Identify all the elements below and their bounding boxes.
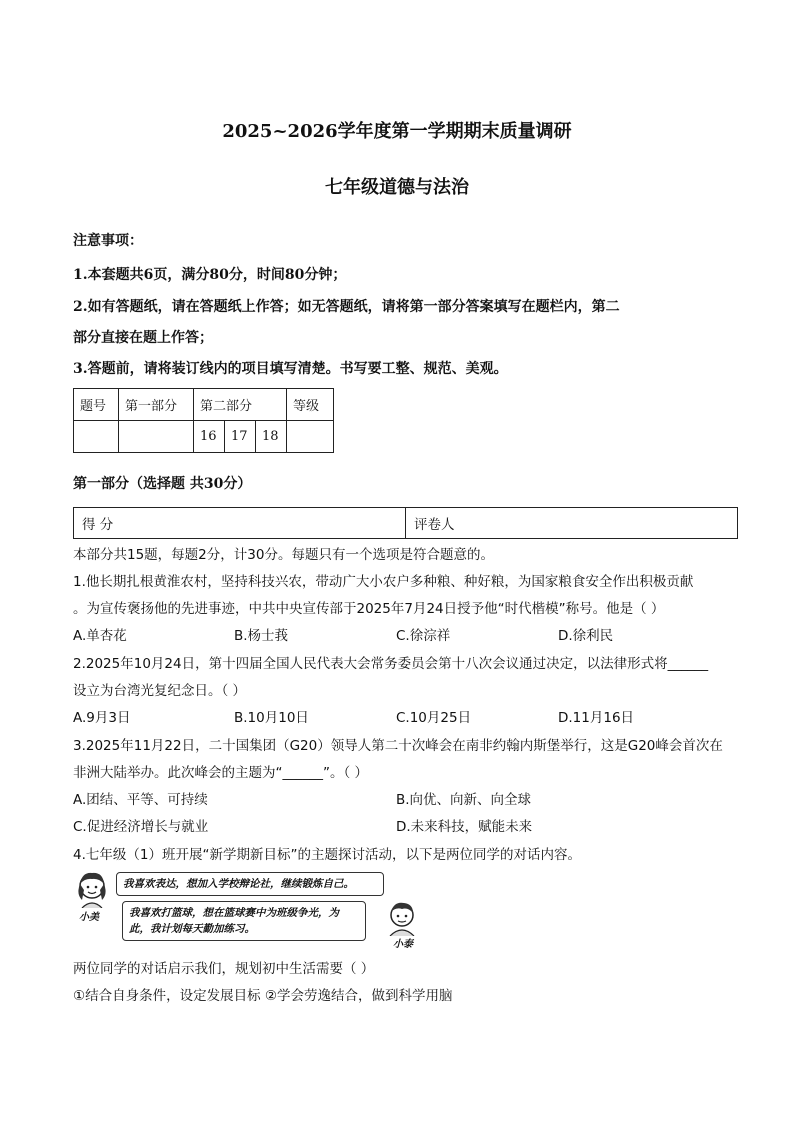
part1-instruction: 本部分共15题，每题2分，计30分。每题只有一个选项是符合题意的。: [73, 547, 494, 563]
table-header: 题号: [74, 389, 119, 421]
grade-box: [73, 507, 738, 539]
option-a[interactable]: A.9月3日: [73, 710, 131, 726]
question-2-stem: 设立为台湾光复纪念日。（ ）: [73, 683, 247, 699]
speech-bubble: 我喜欢表达，想加入学校辩论社，继续锻炼自己。: [116, 872, 384, 896]
question-3-stem: 3.2025年11月22日，二十国集团（G20）领导人第二十次峰会在南非约翰内斯堡举行，这是G20峰会首次在: [73, 738, 723, 754]
notice-heading: 注意事项：: [73, 233, 143, 249]
option-c[interactable]: C.徐淙祥: [396, 628, 451, 644]
option-b[interactable]: B.杨士莪: [234, 628, 289, 644]
speech-bubble: 我喜欢打篮球，想在篮球赛中为班级争光，为此，我计划每天勤加练习。: [122, 901, 366, 941]
question-4-prompt: 两位同学的对话启示我们，规划初中生活需要（ ）: [73, 961, 375, 977]
option-a[interactable]: A.单杏花: [73, 628, 127, 644]
table-row: [74, 389, 334, 421]
question-4-choices: ①结合自身条件，设定发展目标 ②学会劳逸结合，做到科学用脑: [73, 988, 453, 1004]
score-table: [73, 388, 334, 453]
question-1-stem: 1.他长期扎根黄淮农村，坚持科技兴农，带动广大小农户多种粮、种好粮，为国家粮食安全作出积极贡献: [73, 574, 694, 590]
notice-item: 1.本套题共6页，满分80分，时间80分钟；: [73, 267, 347, 283]
option-b[interactable]: B.向优、向新、向全球: [396, 792, 532, 808]
dialog-speaker-name: 小美: [79, 912, 99, 923]
table-header: 第一部分: [119, 389, 194, 421]
part1-heading: 第一部分（选择题 共30分）: [73, 476, 252, 492]
reviewer-label[interactable]: 评卷人: [405, 508, 737, 538]
option-b[interactable]: B.10月10日: [234, 710, 309, 726]
dialog-speaker-name: 小泰: [393, 939, 413, 950]
table-cell: 16: [194, 421, 225, 453]
grade-label[interactable]: 得 分: [82, 517, 114, 533]
option-c[interactable]: C.促进经济增长与就业: [73, 819, 209, 835]
option-d[interactable]: D.未来科技，赋能未来: [396, 819, 533, 835]
notice-item: 2.如有答题纸，请在答题纸上作答；如无答题纸，请将第一部分答案填写在题栏内，第二: [73, 299, 620, 315]
table-cell: 17: [225, 421, 256, 453]
table-row: [74, 421, 334, 453]
girl-avatar-icon: [72, 868, 112, 908]
table-header: 等级: [287, 389, 334, 421]
option-a[interactable]: A.团结、平等、可持续: [73, 792, 208, 808]
score-cell[interactable]: [74, 421, 119, 453]
question-2-stem: 2.2025年10月24日，第十四届全国人民代表大会常务委员会第十八次会议通过决定，以法律形式将______: [73, 656, 709, 672]
table-header: 第二部分: [194, 389, 287, 421]
notice-item: 3.答题前，请将装订线内的项目填写清楚。书写要工整、规范、美观。: [73, 361, 508, 377]
option-c[interactable]: C.10月25日: [396, 710, 472, 726]
question-3-stem: 非洲大陆举办。此次峰会的主题为“______”。（ ）: [73, 765, 369, 781]
option-d[interactable]: D.11月16日: [558, 710, 635, 726]
exam-title: 2025~2026学年度第一学期期末质量调研: [222, 121, 572, 142]
notice-item: 部分直接在题上作答；: [73, 330, 213, 346]
score-cell[interactable]: [119, 421, 194, 453]
exam-subtitle: 七年级道德与法治: [325, 177, 469, 198]
question-4-stem: 4.七年级（1）班开展“新学期新目标”的主题探讨活动，以下是两位同学的对话内容。: [73, 847, 581, 863]
boy-avatar-icon: [382, 898, 422, 936]
question-1-stem: 。为宣传褒扬他的先进事迹，中共中央宣传部于2025年7月24日授予他“时代楷模”称号。他是（ ）: [73, 601, 665, 617]
option-d[interactable]: D.徐利民: [558, 628, 614, 644]
table-cell: 18: [256, 421, 287, 453]
score-cell[interactable]: [287, 421, 334, 453]
